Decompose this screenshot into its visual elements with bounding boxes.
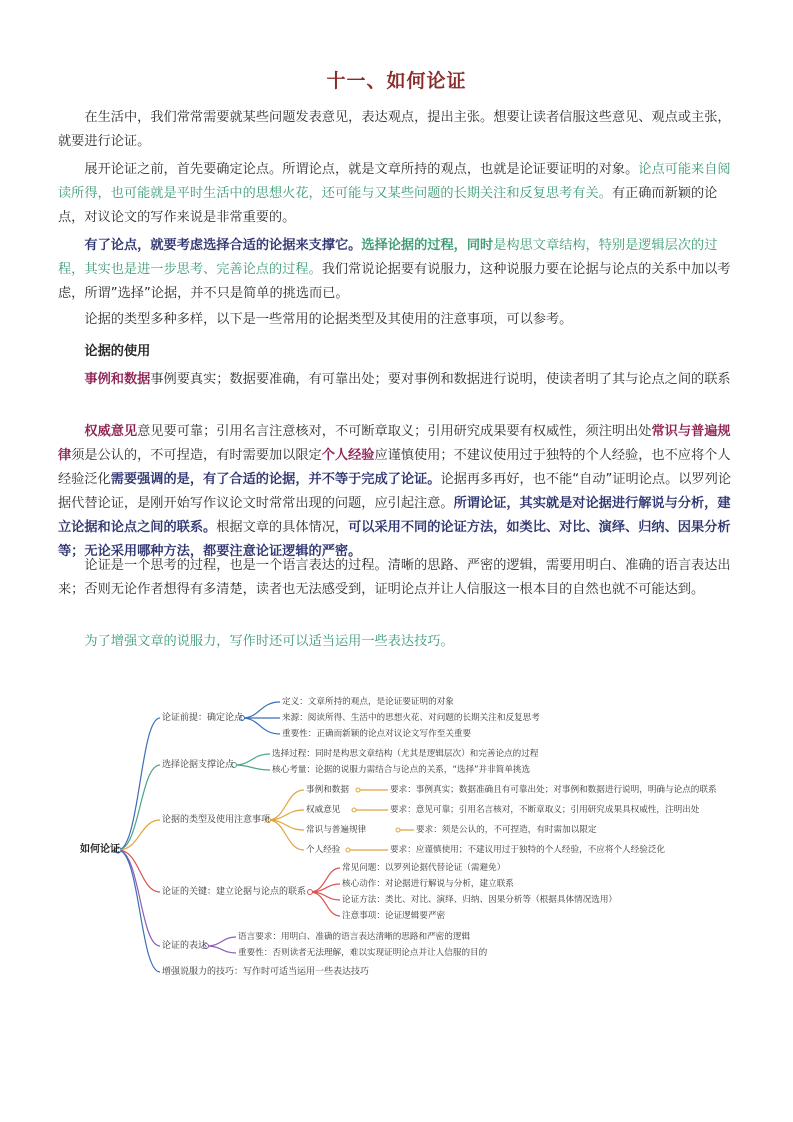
leaf-expression-importance: 重要性：否则读者无法理解，难以实现证明论点并让人信服的目的 xyxy=(238,948,488,958)
leaf-selection-process: 选择过程：同时是构思文章结构（尤其是逻辑层次）和完善论点的过程 xyxy=(272,749,539,759)
paragraph-authority xyxy=(58,420,738,564)
paragraph-intro: 在生活中，我们常常需要就某些问题发表意见，表达观点，提出主张。想要让读者信服这些意见、观点或主张，就要进行论证。 xyxy=(58,110,731,149)
branch-thesis: 论证前提：确定论点 xyxy=(162,713,244,723)
mind-map-root: 如何论证 xyxy=(80,844,120,855)
thesis-importance: 有正确而新颖的论点，对议论文的写作来说是非常重要的。 xyxy=(58,186,718,225)
paragraph-evidence xyxy=(58,234,738,306)
examples-data-term: 事例和数据 xyxy=(84,372,151,387)
leaf-core-action: 核心动作：对论据进行解说与分析，建立联系 xyxy=(342,879,514,889)
paragraph-techniques: 为了增强文章的说服力，写作时还可以适当运用一些表达技巧。 xyxy=(84,634,454,649)
common-sense-term: 常识与普遍规律 xyxy=(58,424,731,463)
paragraph-examples-data xyxy=(58,368,738,392)
thesis-sources: 论点可能来自阅读所得，也可能就是平时生活中的思想火花，还可能与又某些问题的长期关注和反复思考有关。 xyxy=(58,162,731,201)
connector-root-b2 xyxy=(118,765,160,850)
personal-experience-desc: 应谨慎使用；不建议使用过于独特的个人经验，也不应将个人经验泛化 xyxy=(58,448,731,487)
common-sense-desc: 须是公认的，不可捏造，有时需要加以限定 xyxy=(71,448,322,463)
leaf-authority-req: 要求：意见可靠；引用名言核对，不断章取义；引用研究成果具权威性，注明出处 xyxy=(390,805,700,815)
connector-root-b4 xyxy=(118,850,160,892)
leaf-selection-core: 核心考量：论据的说服力需结合与论点的关系，“选择”并非简单挑选 xyxy=(272,765,531,775)
paragraph-evidence-types: 论据的类型多种多样，以下是一些常用的论据类型及其使用的注意事项，可以参考。 xyxy=(84,312,573,327)
connector-root-b1 xyxy=(118,718,160,850)
leaf-personal-experience: 个人经验 xyxy=(306,845,341,855)
leaf-argument-notes: 注意事项：论证逻辑要严密 xyxy=(342,911,446,921)
paragraph-expression: 论证是一个思考的过程，也是一个语言表达的过程。清晰的思路、严密的逻辑，需要用明白、准确的语言表达出来；否则无论作者想得有多清楚，读者也无法感受到，证明论点并让人信服这一根本目的自然也就不可能达到。 xyxy=(58,558,731,597)
leaf-personal-experience-req: 要求：应谨慎使用；不建议用过于独特的个人经验，不应将个人经验泛化 xyxy=(390,845,666,855)
emphasis-note: 需要强调的是，有了合适的论据，并不等于完成了论证。 xyxy=(110,472,441,487)
branch-techniques: 增强说服力的技巧：写作时可适当运用一些表达技巧 xyxy=(162,967,370,977)
mind-map xyxy=(70,680,750,1000)
argument-context: 根据文章的具体情况， xyxy=(216,520,349,535)
branch-expression: 论证的表达 xyxy=(162,941,208,951)
leaf-examples-data: 事例和数据 xyxy=(306,785,349,795)
personal-experience-term: 个人经验 xyxy=(321,448,375,463)
thesis-definition: 展开论证之前，首先要确定论点。所谓论点，就是文章所持的观点，也就是论证要证明的对象。 xyxy=(84,162,639,177)
evidence-persuasion: 我们常说论据要有说服力，这种说服力要在论据与论点的关系中加以考虑，所谓”选择”论据，并不只是简单的挑选而已。 xyxy=(58,262,731,301)
connector-root-b5 xyxy=(118,850,160,946)
argument-warning: 论据再多再好，也不能“自动”证明论点。以罗列论据代替论证，是刚开始写作议论文时常常出现的问题，应引起注意。 xyxy=(58,472,732,511)
leaf-authority: 权威意见 xyxy=(306,805,341,815)
examples-data-desc: 事例要真实；数据要准确，有可靠出处；要对事例和数据进行说明，使读者明了其与论点之间的联系 xyxy=(150,372,731,387)
evidence-process: 选择论据的过程，同时 xyxy=(361,238,494,253)
leaf-argument-methods: 论证方法：类比、对比、演绎、归纳、因果分析等（根据具体情况选用） xyxy=(342,895,618,905)
leaf-thesis-definition: 定义：文章所持的观点，是论证要证明的对象 xyxy=(282,697,454,707)
leaf-language-req: 语言要求：用明白、准确的语言表达清晰的思路和严密的逻辑 xyxy=(238,932,471,942)
authority-term: 权威意见 xyxy=(84,424,138,439)
argument-methods: 可以采用不同的论证方法，如类比、对比、演绎、归纳、因果分析等；无论采用哪种方法，都要注意论证逻辑的严密。 xyxy=(58,520,731,559)
branch-argument-key: 论证的关键：建立论据与论点的联系 xyxy=(162,887,307,897)
page-title: 十一、如何论证 xyxy=(326,70,467,92)
argument-definition: 所谓论证，其实就是对论据进行解说与分析，建立论据和论点之间的联系。 xyxy=(58,496,731,535)
branch-evidence-types: 论据的类型及使用注意事项 xyxy=(162,815,271,825)
evidence-structure: 是构思文章结构，特别是逻辑层次的过程，其实也是进一步思考、完善论点的过程。 xyxy=(58,238,718,277)
branch-evidence-selection: 选择论据支撑论点 xyxy=(162,760,235,770)
section-heading-evidence-usage xyxy=(58,340,738,364)
leaf-common-problem: 常见问题：以罗列论据代替论证（需避免） xyxy=(342,863,506,873)
leaf-common-sense: 常识与普遍规律 xyxy=(306,825,367,835)
leaf-thesis-source: 来源：阅读所得、生活中的思想火花、对问题的长期关注和反复思考 xyxy=(282,713,540,723)
evidence-usage-heading: 论据的使用 xyxy=(84,344,151,359)
paragraph-thesis xyxy=(58,158,738,230)
leaf-examples-data-req: 要求：事例真实；数据准确且有可靠出处；对事例和数据进行说明，明确与论点的联系 xyxy=(390,785,717,795)
evidence-lead: 有了论点，就要考虑选择合适的论据来支撑它。 xyxy=(84,238,362,253)
leaf-common-sense-req: 要求：须是公认的，不可捏造，有时需加以限定 xyxy=(416,825,597,835)
leaf-thesis-importance: 重要性：正确而新颖的论点对议论文写作至关重要 xyxy=(282,729,472,739)
authority-desc: 意见要可靠；引用名言注意核对，不可断章取义；引用研究成果要有权威性，须注明出处 xyxy=(137,424,652,439)
